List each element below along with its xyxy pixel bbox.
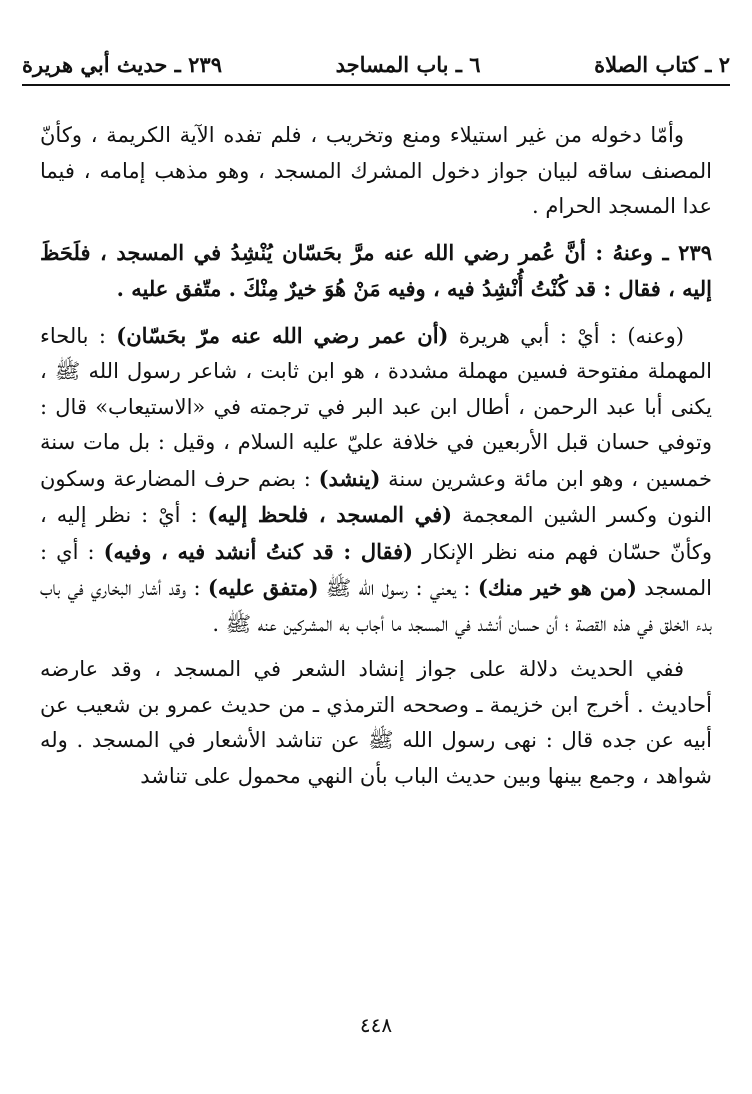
text-segment: (وعنه) : أيْ : أبي هريرة [448,323,685,348]
header-hadith-title: ٢٣٩ ـ حديث أبي هريرة [22,51,222,77]
bold-text-segment: (فقال : قد كنتُ أنشد فيه ، وفيه) [103,538,414,564]
paragraph [40,652,712,794]
bold-text-segment: (من هو خير منك) [477,575,637,600]
text-segment: وأمّا دخوله من غير استيلاء ومنع وتخريب ، فلم تفده الآية الكريمة ، وكأنّ المصنف ساقه لبيان جواز دخول المشرك المسجد ، وهو مذهب إمامه ، فيما عدا المسجد الحرام . [40,123,712,218]
bold-text-segment: (متفق عليه) [207,575,319,600]
bold-text-segment: (في المسجد ، فلحظ إليه) [207,502,453,527]
text-segment: : أيْ : نظر إليه ، وكأنّ حسّان فهم منه نظر الإنكار [40,503,712,564]
header-book-title: ٢ ـ كتاب الصلاة [594,51,730,77]
text-segment: : أي : المسجد [40,539,712,600]
header-chapter-title: ٦ ـ باب المساجد [335,51,481,77]
text-segment: : وقد أشار البخاري في باب بدء الخلق في هذه القصة ؛ أن حسان أنشد في المسجد ما أجاب به المشركين عنه ﷺ . [40,576,712,636]
text-segment: : بضم حرف المضارعة وسكون النون وكسر الشين المعجمة [40,466,712,527]
text-segment: : بالحاء المهملة مفتوحة فسين مهملة مشددة ، هو ابن ثابت ، شاعر رسول الله ﷺ ، يكنى أبا عبد الرحمن ، أطال ابن عبد البر في ترجمته في «الاستيعاب» قال : وتوفي حسان قبل الأربعين في خلافة عليّ عليه السلام ، وقيل : بل مات سنة خمسين ، وهو ابن مائة وعشرين سنة [40,323,712,491]
paragraph [40,235,712,308]
bold-text-segment: (ينشد) [318,465,381,491]
paragraph [40,318,712,643]
paragraph [40,118,712,225]
page-number: ٤٤٨ [359,1013,393,1037]
bold-text-segment: ٢٣٩ ـ وعنهُ : أنَّ عُمر رضي الله عنه مرَّ بحَسّان يُنْشِدُ في المسجد ، فلَحَظَ إليه ، فقال : قد كُنْتُ أُنْشِدُ فيه ، وفيه مَنْ هُوَ خيرٌ مِنْكَ . متّفق عليه . [40,239,712,301]
text-segment: : يعني : رسول الله ﷺ [318,576,478,600]
body-text [40,118,712,804]
running-header [22,44,730,86]
text-segment: ففي الحديث دلالة على جواز إنشاد الشعر في المسجد ، وقد عارضه أحاديث . أخرج ابن خزيمة ـ وصححه الترمذي ـ من حديث عمرو بن شعيب عن أبيه عن جده قال : نهى رسول الله ﷺ عن تناشد الأشعار في المسجد . وله شواهد ، وجمع بينها وبين حديث الباب بأن النهي محمول على تناشد [40,657,712,788]
bold-text-segment: (أن عمر رضي الله عنه مرّ بحَسّان) [116,322,449,348]
